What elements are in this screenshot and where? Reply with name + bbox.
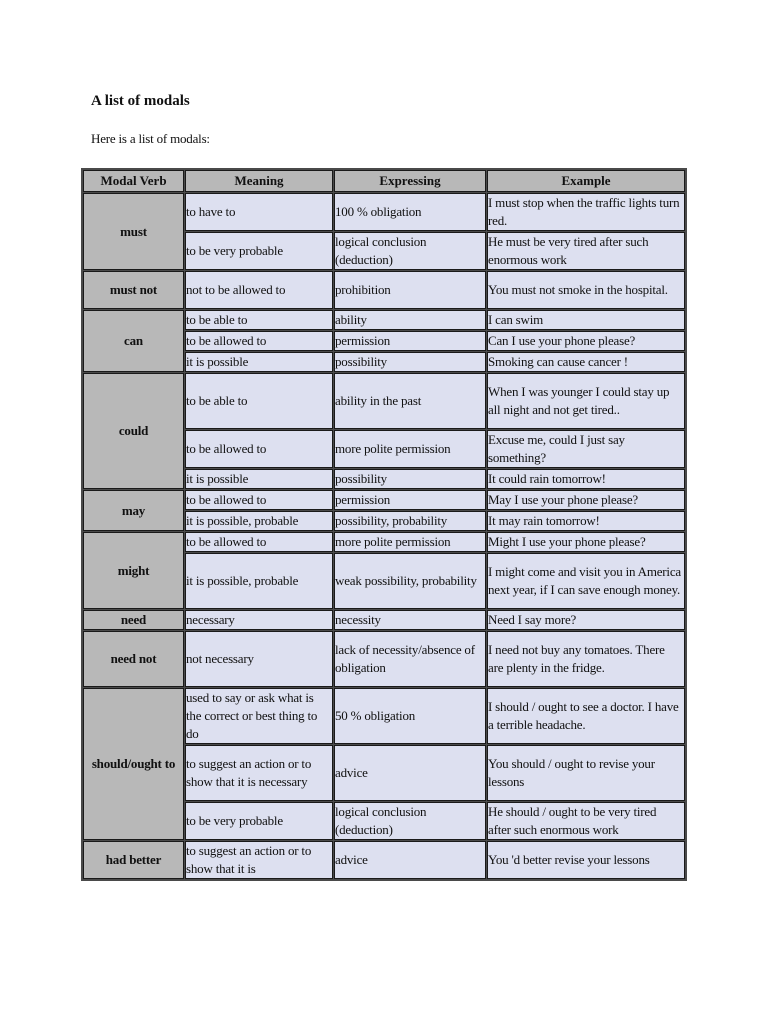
header-meaning: Meaning	[185, 170, 333, 192]
expressing-cell: advice	[334, 745, 486, 801]
meaning-cell: to suggest an action or to show that it is necessary	[185, 745, 333, 801]
expressing-cell: lack of necessity/absence of obligation	[334, 631, 486, 687]
expressing-cell: more polite permission	[334, 532, 486, 552]
modal-verb-cell: should/ought to	[83, 688, 184, 840]
meaning-cell: to suggest an action or to show that it is	[185, 841, 333, 879]
meaning-cell: it is possible	[185, 469, 333, 489]
expressing-cell: possibility	[334, 352, 486, 372]
example-cell: You must not smoke in the hospital.	[487, 271, 685, 309]
modal-verb-cell: need not	[83, 631, 184, 687]
example-cell: I can swim	[487, 310, 685, 330]
expressing-cell: permission	[334, 331, 486, 351]
document-title: A list of modals	[91, 93, 190, 109]
meaning-cell: it is possible, probable	[185, 511, 333, 531]
meaning-cell: used to say or ask what is the correct or best thing to do	[185, 688, 333, 744]
expressing-cell: permission	[334, 490, 486, 510]
meaning-cell: to have to	[185, 193, 333, 231]
modal-verb-cell: must not	[83, 271, 184, 309]
table-row	[83, 490, 685, 510]
meaning-cell: it is possible, probable	[185, 553, 333, 609]
expressing-cell: weak possibility, probability	[334, 553, 486, 609]
table-row	[83, 271, 685, 309]
example-cell: I must stop when the traffic lights turn red.	[487, 193, 685, 231]
expressing-cell: 100 % obligation	[334, 193, 486, 231]
meaning-cell: to be allowed to	[185, 490, 333, 510]
example-cell: It may rain tomorrow!	[487, 511, 685, 531]
meaning-cell: to be allowed to	[185, 430, 333, 468]
meaning-cell: to be very probable	[185, 232, 333, 270]
header-modal-verb: Modal Verb	[83, 170, 184, 192]
meaning-cell: to be allowed to	[185, 331, 333, 351]
meaning-cell: to be allowed to	[185, 532, 333, 552]
meaning-cell: to be able to	[185, 310, 333, 330]
expressing-cell: possibility, probability	[334, 511, 486, 531]
expressing-cell: logical conclusion (deduction)	[334, 802, 486, 840]
modal-verb-cell: might	[83, 532, 184, 609]
expressing-cell: more polite permission	[334, 430, 486, 468]
example-cell: Excuse me, could I just say something?	[487, 430, 685, 468]
meaning-cell: necessary	[185, 610, 333, 630]
meaning-cell: not necessary	[185, 631, 333, 687]
example-cell: May I use your phone please?	[487, 490, 685, 510]
table-row	[83, 631, 685, 687]
table-row	[83, 610, 685, 630]
table-row	[83, 688, 685, 744]
expressing-cell: prohibition	[334, 271, 486, 309]
expressing-cell: ability	[334, 310, 486, 330]
table-row	[83, 193, 685, 231]
expressing-cell: advice	[334, 841, 486, 879]
example-cell: Might I use your phone please?	[487, 532, 685, 552]
example-cell: Need I say more?	[487, 610, 685, 630]
example-cell: It could rain tomorrow!	[487, 469, 685, 489]
expressing-cell: possibility	[334, 469, 486, 489]
modal-verb-cell: could	[83, 373, 184, 489]
table-row	[83, 532, 685, 552]
expressing-cell: 50 % obligation	[334, 688, 486, 744]
modal-verb-cell: can	[83, 310, 184, 372]
meaning-cell: to be very probable	[185, 802, 333, 840]
expressing-cell: necessity	[334, 610, 486, 630]
modal-verb-cell: must	[83, 193, 184, 270]
example-cell: You 'd better revise your lessons	[487, 841, 685, 879]
header-example: Example	[487, 170, 685, 192]
table-header-row	[83, 170, 685, 192]
table-body	[83, 193, 685, 879]
example-cell: Can I use your phone please?	[487, 331, 685, 351]
example-cell: I need not buy any tomatoes. There are plenty in the fridge.	[487, 631, 685, 687]
example-cell: He should / ought to be very tired after such enormous work	[487, 802, 685, 840]
modal-verb-cell: may	[83, 490, 184, 531]
modals-table	[81, 168, 687, 881]
meaning-cell: it is possible	[185, 352, 333, 372]
header-expressing: Expressing	[334, 170, 486, 192]
example-cell: You should / ought to revise your lessons	[487, 745, 685, 801]
example-cell: Smoking can cause cancer !	[487, 352, 685, 372]
modal-verb-cell: had better	[83, 841, 184, 879]
meaning-cell: to be able to	[185, 373, 333, 429]
table-row	[83, 310, 685, 330]
example-cell: I might come and visit you in America next year, if I can save enough money.	[487, 553, 685, 609]
expressing-cell: logical conclusion (deduction)	[334, 232, 486, 270]
meaning-cell: not to be allowed to	[185, 271, 333, 309]
modal-verb-cell: need	[83, 610, 184, 630]
table-row	[83, 373, 685, 429]
example-cell: I should / ought to see a doctor. I have a terrible headache.	[487, 688, 685, 744]
table-row	[83, 841, 685, 879]
intro-text: Here is a list of modals:	[91, 131, 210, 146]
expressing-cell: ability in the past	[334, 373, 486, 429]
example-cell: He must be very tired after such enormous work	[487, 232, 685, 270]
example-cell: When I was younger I could stay up all night and not get tired..	[487, 373, 685, 429]
